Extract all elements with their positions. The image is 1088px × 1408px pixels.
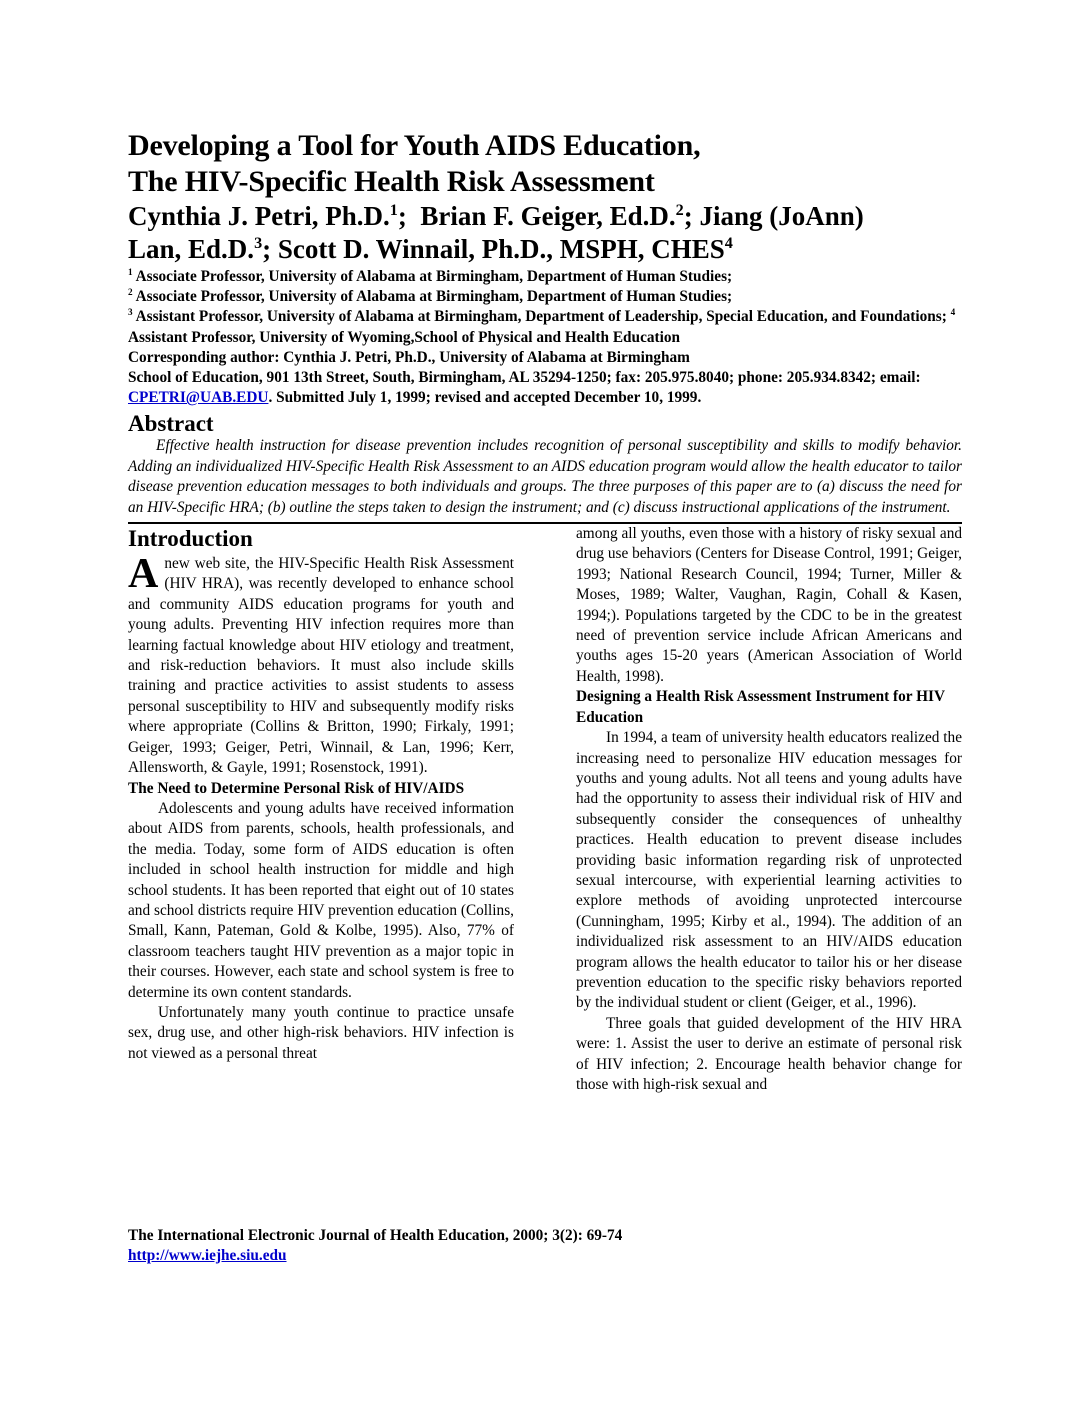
affiliation-2: $^2$ Associate Professor, University of Alabama at Birmingham, Department of Human Studies; xyxy=(128,287,733,306)
title-line-1: Developing a Tool for Youth AIDS Education, xyxy=(128,129,701,162)
page-footer xyxy=(128,1226,622,1266)
paragraph-continued: among all youths, even those with a history of risky sexual and drug use behaviors (Centers for Disease Control, 1991; Geiger, 1993; National Research Council, 1994; Turner, Miller & Moses, 1989; Walter, Vaughan, Ragin, Cohall & Kasen, 1994;). Populations targeted by the CDC to be in the greatest need of prevention service include African Americans and youths ages 15-20 years (American Association of World Health, 1998). xyxy=(576,525,962,685)
corresponding-author: Corresponding author: Cynthia J. Petri, Ph.D., University of Alabama at Birmingham xyxy=(128,348,690,366)
paragraph-1994: In 1994, a team of university health educators realized the increasing need to personalize HIV education messages for youths and young adults. Not all teens and young adults have had the opportunity to assess their individual risk of HIV and subsequently consider the consequences of unhealthy practices. Health education to prevent disease includes providing basic information regarding risk of unprotected sexual intercourse, with experiential learning activities to explore methods of avoiding unprotected intercourse (Cunningham, 1995; Kirby et al., 1994). The addition of an individualized risk assessment to an HIV/AIDS education program allows the health educator to tailor his or her disease prevention education to the specific risky behaviors reported by the individual student or client (Geiger, et al., 1996). xyxy=(576,729,962,1012)
abstract-text: Effective health instruction for disease prevention includes recognition of personal susceptibility and skills to modify behavior. Adding an individualized HIV-Specific Health Risk Assessment to an AIDS education program would allow the health educator to tailor disease prevention education messages to both individuals and groups. The three purposes of this paper are to (a) discuss the need for an HIV-Specific HRA; (b) outline the steps taken to design the instrument; and (c) discuss instructional applications of the instrument. xyxy=(128,437,962,516)
author-3-line-1: Jiang (JoAnn) xyxy=(699,201,864,231)
journal-citation: The International Electronic Journal of Health Education, 2000; 3(2): 69-74 xyxy=(128,1227,623,1244)
email-link[interactable]: CPETRI@UAB.EDU xyxy=(128,389,269,407)
author-2-sup: 2 xyxy=(675,201,684,219)
paragraph-adolescents: Adolescents and young adults have received information about AIDS from parents, schools, health professionals, and the media. Today, some form of AIDS education is often included in school health instruction for middle and high school students. It has been reported that eight out of 10 states and school districts require HIV prevention education (Collins, Small, Kann, Pateman, Gold & Kolbe, 1995). Also, 77% of classroom teachers taught HIV prevention as a major topic in their courses. However, each state and school system is free to determine its own content standards. xyxy=(128,799,514,1001)
left-column xyxy=(128,524,514,1095)
author-1: Cynthia J. Petri, Ph.D. xyxy=(128,201,390,231)
article-title xyxy=(128,128,962,200)
affiliations xyxy=(128,267,962,408)
author-4-sup: 4 xyxy=(724,234,733,252)
intro-paragraph: A new web site, the HIV-Specific Health Risk Assessment (HIV HRA), was recently developed to enhance school and community AIDS education programs for youth and young adults. Preventing HIV infection requires more than learning factual knowledge about HIV etiology and treatment, and risk-reduction behaviors. It must also include skills training and practice activities to assist students to assess personal susceptibility to HIV and subsequently modify risks where appropriate (Collins & Britton, 1990; Firkaly, 1991; Geiger, 1993; Geiger, Petri, Winnail, & Lan, 1996; Kerr, Allensworth, & Gayle, 1991; Rosenstock, 1991). xyxy=(128,551,514,777)
author-3-line-2: Lan, Ed.D. xyxy=(128,234,255,264)
subheading-designing-hra: Designing a Health Risk Assessment Instrument for HIV Education xyxy=(576,688,945,726)
journal-url-link[interactable]: http://www.iejhe.siu.edu xyxy=(128,1247,287,1264)
article-page xyxy=(128,128,962,1095)
author-list: Cynthia J. Petri, Ph.D.$^1$; Brian F. Geiger, Ed.D.$^2$; Jiang (JoAnn) Lan, Ed.D.$^3$; Scott D. Winnail, Ph.D., MSPH, CHES$^4$ xyxy=(128,201,864,264)
drop-cap: A xyxy=(128,551,159,598)
author-3-sup: 3 xyxy=(254,234,263,252)
contact-info: School of Education, 901 13th Street, South, Birmingham, AL 35294-1250; fax: 205.975.8040; phone: 205.934.8342; email: CPETRI@UAB.EDU. Submitted July 1, 1999; revised and accepted December 10, 1999. xyxy=(128,369,921,407)
introduction-heading: Introduction xyxy=(128,526,253,552)
title-line-2: The HIV-Specific Health Risk Assessment xyxy=(128,165,655,198)
affiliation-1: $^1$ Associate Professor, University of Alabama at Birmingham, Department of Human Studies; xyxy=(128,266,733,285)
author-2: Brian F. Geiger, Ed.D. xyxy=(420,201,676,231)
right-column xyxy=(576,524,962,1095)
author-1-sup: 1 xyxy=(389,201,398,219)
subheading-personal-risk: The Need to Determine Personal Risk of HIV/AIDS xyxy=(128,779,465,797)
paragraph-three-goals: Three goals that guided development of the HIV HRA were: 1. Assist the user to derive an estimate of personal risk of HIV infection; 2. Encourage health behavior change for those with high-risk sexual and xyxy=(576,1014,962,1094)
author-4: Scott D. Winnail, Ph.D., MSPH, CHES xyxy=(277,234,725,264)
abstract-heading: Abstract xyxy=(128,411,214,437)
affiliation-3-4: $^3$ Assistant Professor, University of Alabama at Birmingham, Department of Leadership, Special Education, and Foundations; $^4$ Assistant Professor, University of Wyoming,School of Physical and Health Education xyxy=(128,307,956,346)
body-columns xyxy=(128,524,962,1095)
paragraph-unfortunately: Unfortunately many youth continue to practice unsafe sex, drug use, and other high-risk behaviors. HIV infection is not viewed as a personal threat xyxy=(128,1003,514,1062)
submission-dates: . Submitted July 1, 1999; revised and accepted December 10, 1999. xyxy=(268,389,702,407)
